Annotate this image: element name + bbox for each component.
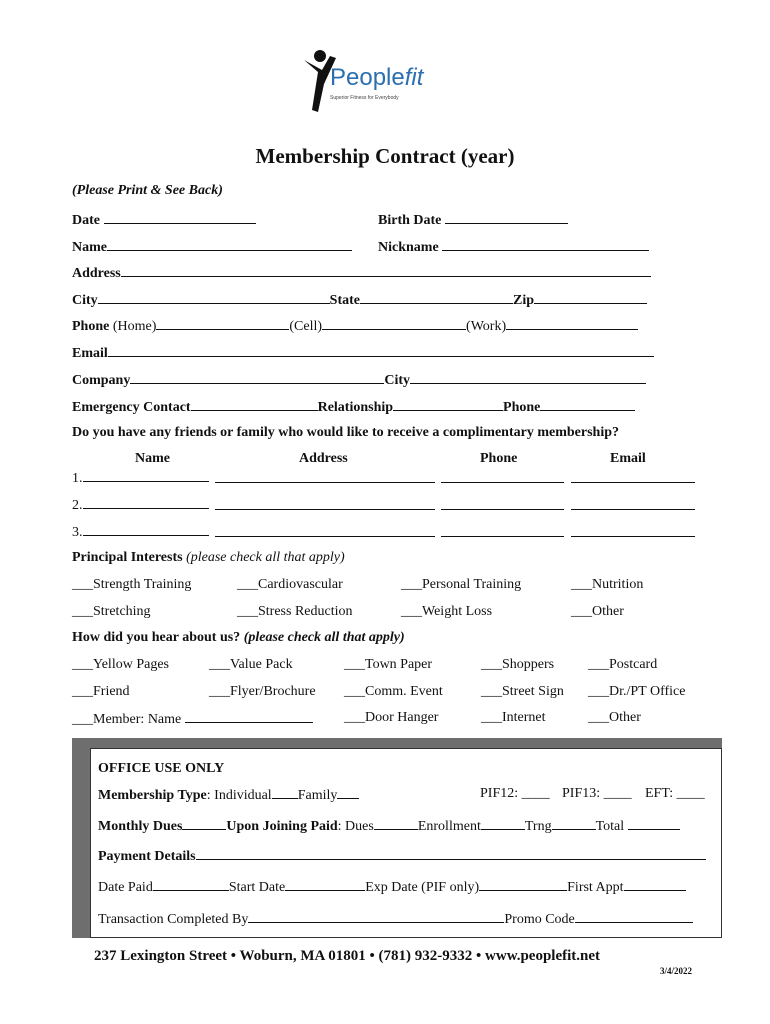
company-row: Company City <box>72 371 646 389</box>
company-field[interactable] <box>130 371 384 384</box>
promo-code-field[interactable] <box>575 910 693 923</box>
source-street-sign[interactable]: ___Street Sign <box>481 684 564 699</box>
referral-3-phone[interactable] <box>441 536 564 537</box>
referral-2-phone[interactable] <box>441 509 564 510</box>
zip-field[interactable] <box>534 291 647 304</box>
referral-row-2: 2. <box>72 496 209 514</box>
referral-header-name: Name <box>135 451 170 466</box>
city-field[interactable] <box>98 291 330 304</box>
date-paid-field[interactable] <box>153 878 229 891</box>
cell-phone-field[interactable] <box>322 317 466 330</box>
interests-heading: Principal Interests (please check all that apply) <box>72 550 345 565</box>
date-label: Date <box>72 211 256 229</box>
office-heading: OFFICE USE ONLY <box>98 761 225 776</box>
payment-details-row: Payment Details <box>98 847 706 865</box>
birth-date-field[interactable] <box>445 211 568 224</box>
interest-cardiovascular[interactable]: ___Cardiovascular <box>237 577 343 592</box>
start-date-field[interactable] <box>285 878 365 891</box>
interest-stress-reduction[interactable]: ___Stress Reduction <box>237 604 353 619</box>
referral-3-name[interactable] <box>83 523 209 536</box>
pif13-field[interactable]: PIF13: ____ <box>562 786 632 801</box>
name-label: Name <box>72 238 352 256</box>
source-other[interactable]: ___Other <box>588 710 641 725</box>
monthly-dues-field[interactable] <box>182 817 226 830</box>
phone-row: Phone (Home) (Cell) (Work) <box>72 317 638 335</box>
first-appt-field[interactable] <box>624 878 686 891</box>
source-internet[interactable]: ___Internet <box>481 710 546 725</box>
home-phone-field[interactable] <box>156 317 289 330</box>
referral-2-email[interactable] <box>571 509 695 510</box>
company-city-field[interactable] <box>410 371 646 384</box>
referral-2-name[interactable] <box>83 496 209 509</box>
source-town-paper[interactable]: ___Town Paper <box>344 657 433 672</box>
trng-field[interactable] <box>552 817 596 830</box>
emergency-row: Emergency Contact Relationship Phone <box>72 398 635 416</box>
state-field[interactable] <box>360 291 513 304</box>
address-field[interactable] <box>121 264 651 277</box>
logo-brand: Peoplefit <box>330 64 424 91</box>
referral-1-address[interactable] <box>215 482 435 483</box>
nickname-field[interactable] <box>442 238 649 251</box>
source-yellow-pages[interactable]: ___Yellow Pages <box>72 657 169 672</box>
source-heading: How did you hear about us? (please check all that apply) <box>72 630 405 645</box>
family-field[interactable] <box>337 786 359 799</box>
pif12-field[interactable]: PIF12: ____ <box>480 786 550 801</box>
referral-question: Do you have any friends or family who would like to receive a complimentary membership? <box>72 425 620 440</box>
referral-header-phone: Phone <box>480 451 518 466</box>
referral-3-email[interactable] <box>571 536 695 537</box>
city-state-zip: City State Zip <box>72 291 647 309</box>
transaction-row: Transaction Completed By Promo Code <box>98 910 693 928</box>
source-comm-event[interactable]: ___Comm. Event <box>344 684 443 699</box>
email-label: Email <box>72 344 654 362</box>
source-friend[interactable]: ___Friend <box>72 684 130 699</box>
interest-weight-loss[interactable]: ___Weight Loss <box>401 604 493 619</box>
dates-row: Date Paid Start Date Exp Date (PIF only) First Appt <box>98 878 686 896</box>
interest-nutrition[interactable]: ___Nutrition <box>571 577 644 592</box>
interest-other[interactable]: ___Other <box>571 604 624 619</box>
individual-field[interactable] <box>272 786 298 799</box>
name-field[interactable] <box>107 238 352 251</box>
source-value-pack[interactable]: ___Value Pack <box>209 657 293 672</box>
member-name-field[interactable] <box>185 710 313 723</box>
birth-date-label: Birth Date <box>378 211 568 229</box>
referral-3-address[interactable] <box>215 536 435 537</box>
source-door-hanger[interactable]: ___Door Hanger <box>344 710 439 725</box>
referral-row-3: 3. <box>72 523 209 541</box>
total-field[interactable] <box>628 817 680 830</box>
work-phone-field[interactable] <box>506 317 638 330</box>
eft-field[interactable]: EFT: ____ <box>645 786 705 801</box>
referral-1-email[interactable] <box>571 482 695 483</box>
footer-address: 237 Lexington Street • Woburn, MA 01801 • (781) 932-9332 • www.peoplefit.net <box>94 948 601 964</box>
footer-date: 3/4/2022 <box>660 966 693 976</box>
emergency-contact-field[interactable] <box>191 398 318 411</box>
exp-date-field[interactable] <box>479 878 567 891</box>
source-member[interactable]: ___Member: Name <box>72 710 313 728</box>
email-field[interactable] <box>108 344 654 357</box>
dues-row: Monthly Dues Upon Joining Paid: Dues Enrollment Trng Total <box>98 817 680 835</box>
date-field[interactable] <box>104 211 256 224</box>
enrollment-field[interactable] <box>481 817 525 830</box>
logo-tagline: Superior Fitness for Everybody <box>330 95 399 101</box>
source-dr-pt-office[interactable]: ___Dr./PT Office <box>588 684 686 699</box>
referral-header-email: Email <box>610 451 646 466</box>
referral-1-phone[interactable] <box>441 482 564 483</box>
referral-header-address: Address <box>299 451 348 466</box>
referral-row-1: 1. <box>72 469 209 487</box>
payment-details-field[interactable] <box>196 847 706 860</box>
source-flyer-brochure[interactable]: ___Flyer/Brochure <box>209 684 316 699</box>
referral-1-name[interactable] <box>83 469 209 482</box>
relationship-field[interactable] <box>393 398 503 411</box>
address-label: Address <box>72 264 651 282</box>
interest-stretching[interactable]: ___Stretching <box>72 604 151 619</box>
membership-type-row: Membership Type: Individual Family <box>98 786 359 804</box>
nickname-label: Nickname <box>378 238 649 256</box>
transaction-by-field[interactable] <box>248 910 504 923</box>
referral-2-address[interactable] <box>215 509 435 510</box>
source-postcard[interactable]: ___Postcard <box>588 657 658 672</box>
emergency-phone-field[interactable] <box>540 398 635 411</box>
source-shoppers[interactable]: ___Shoppers <box>481 657 555 672</box>
logo <box>300 48 450 118</box>
instruction: (Please Print & See Back) <box>72 183 223 198</box>
interest-personal-training[interactable]: ___Personal Training <box>401 577 522 592</box>
page-title: Membership Contract (year) <box>255 144 515 168</box>
interest-strength-training[interactable]: ___Strength Training <box>72 577 192 592</box>
dues-paid-field[interactable] <box>374 817 418 830</box>
